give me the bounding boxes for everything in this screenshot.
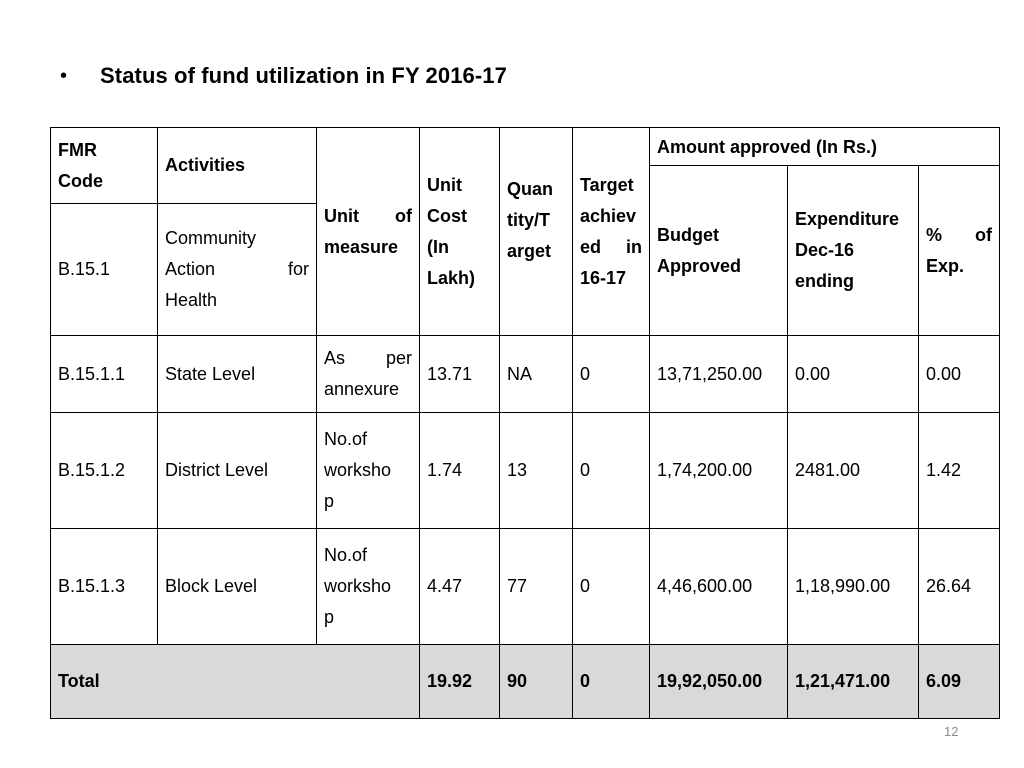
header-pct-exp: % of Exp. bbox=[919, 166, 1000, 336]
header-expenditure: Expenditure Dec-16 ending bbox=[788, 166, 919, 336]
total-label: Total bbox=[51, 645, 420, 719]
header-amount-approved: Amount approved (In Rs.) bbox=[650, 128, 1000, 166]
row-expenditure: 1,18,990.00 bbox=[788, 529, 919, 645]
header-fmr-code-line2: Code bbox=[58, 170, 103, 191]
table-row bbox=[51, 336, 1000, 413]
row-code: B.15.1.3 bbox=[51, 529, 158, 645]
header-unit-of-measure bbox=[317, 128, 420, 336]
header-fmr-code bbox=[51, 128, 158, 204]
row-target: 0 bbox=[573, 336, 650, 413]
header-budget-approved: Budget Approved bbox=[650, 166, 788, 336]
section-activity: Community Action for Health bbox=[158, 204, 317, 336]
row-code: B.15.1.1 bbox=[51, 336, 158, 413]
header-fmr-code-line1: FMR bbox=[58, 139, 97, 160]
total-quantity: 90 bbox=[500, 645, 573, 719]
table-row bbox=[51, 529, 1000, 645]
header-unit-line2: measure bbox=[324, 236, 399, 257]
row-unit-cost: 13.71 bbox=[420, 336, 500, 413]
row-activity: District Level bbox=[158, 413, 317, 529]
row-activity: Block Level bbox=[158, 529, 317, 645]
total-unit-cost: 19.92 bbox=[420, 645, 500, 719]
row-activity: State Level bbox=[158, 336, 317, 413]
slide-title-row bbox=[60, 58, 507, 94]
row-unit: No.of worksho p bbox=[317, 529, 420, 645]
row-unit: No.of worksho p bbox=[317, 413, 420, 529]
row-unit-cost: 4.47 bbox=[420, 529, 500, 645]
row-quantity: 13 bbox=[500, 413, 573, 529]
fund-utilization-table bbox=[50, 127, 1000, 719]
row-quantity: NA bbox=[500, 336, 573, 413]
header-unit-cost: Unit Cost (In Lakh) bbox=[420, 128, 500, 336]
header-quantity-target: Quan tity/T arget bbox=[500, 128, 573, 336]
header-unit-line1: Unit of bbox=[324, 205, 412, 226]
row-pct: 26.64 bbox=[919, 529, 1000, 645]
table-row bbox=[51, 413, 1000, 529]
total-target: 0 bbox=[573, 645, 650, 719]
row-budget: 1,74,200.00 bbox=[650, 413, 788, 529]
total-budget: 19,92,050.00 bbox=[650, 645, 788, 719]
header-activities: Activities bbox=[158, 128, 317, 204]
bullet-icon: • bbox=[60, 64, 68, 87]
page-number: 12 bbox=[944, 724, 959, 739]
total-row bbox=[51, 645, 1000, 719]
row-pct: 1.42 bbox=[919, 413, 1000, 529]
row-target: 0 bbox=[573, 413, 650, 529]
slide-title: Status of fund utilization in FY 2016-17 bbox=[100, 63, 507, 88]
row-quantity: 77 bbox=[500, 529, 573, 645]
row-budget: 4,46,600.00 bbox=[650, 529, 788, 645]
row-expenditure: 0.00 bbox=[788, 336, 919, 413]
row-code: B.15.1.2 bbox=[51, 413, 158, 529]
total-expenditure: 1,21,471.00 bbox=[788, 645, 919, 719]
row-unit: As per annexure bbox=[317, 336, 420, 413]
row-pct: 0.00 bbox=[919, 336, 1000, 413]
row-unit-cost: 1.74 bbox=[420, 413, 500, 529]
header-target-achieved: Target achiev ed in 16-17 bbox=[573, 128, 650, 336]
total-pct: 6.09 bbox=[919, 645, 1000, 719]
section-code: B.15.1 bbox=[51, 204, 158, 336]
row-target: 0 bbox=[573, 529, 650, 645]
row-expenditure: 2481.00 bbox=[788, 413, 919, 529]
row-budget: 13,71,250.00 bbox=[650, 336, 788, 413]
